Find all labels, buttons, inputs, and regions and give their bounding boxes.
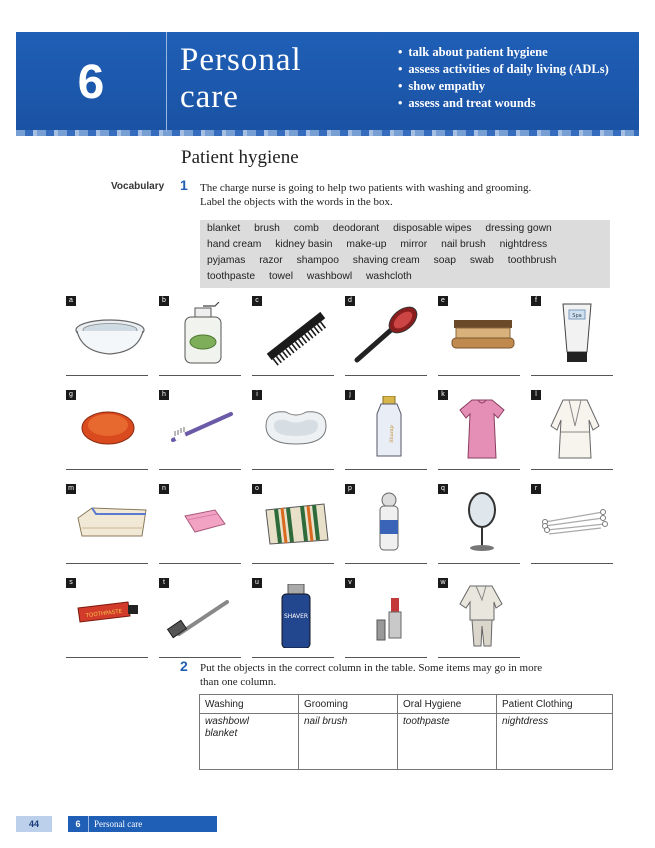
section-title: Patient hygiene: [181, 147, 299, 168]
picture-letter: u: [252, 578, 262, 588]
word: toothbrush: [507, 255, 557, 266]
picture-cell: [66, 296, 148, 376]
answer-line: [438, 657, 520, 658]
column-header: Grooming: [299, 695, 398, 714]
picture-letter: g: [66, 390, 76, 400]
table-entry: washbowl: [205, 716, 249, 727]
word: nail brush: [441, 239, 486, 250]
word: toothpaste: [207, 271, 256, 282]
soap-icon: [72, 396, 148, 460]
picture-letter: b: [159, 296, 169, 306]
picture-letter: v: [345, 578, 355, 588]
table-cell[interactable]: [398, 714, 497, 770]
towel-icon: [72, 490, 148, 554]
vocabulary-label: Vocabulary: [111, 181, 165, 192]
picture-cell: [345, 578, 427, 658]
word: dressing gown: [485, 223, 552, 234]
word: mirror: [400, 239, 428, 250]
comb-icon: [258, 302, 334, 366]
chapter-title-line2: care: [180, 79, 239, 115]
swab-icon: [537, 490, 613, 554]
word: deodorant: [332, 223, 380, 234]
word: disposable wipes: [393, 223, 472, 234]
picture-letter: m: [66, 484, 76, 494]
picture-letter: l: [531, 390, 541, 400]
picture-cell: [345, 296, 427, 376]
toothpaste-icon: [72, 584, 148, 648]
blanket-icon: [258, 490, 334, 554]
picture-cell: [66, 484, 148, 564]
answer-line: [159, 657, 241, 658]
nail-brush-icon: [444, 302, 520, 366]
instruction-line: Label the objects with the words in the box.: [200, 196, 393, 208]
table-cell[interactable]: [497, 714, 613, 770]
word: washcloth: [365, 271, 412, 282]
deodorant-icon: [351, 490, 427, 554]
word: razor: [259, 255, 283, 266]
picture-cell: [252, 484, 334, 564]
brush-icon: [351, 302, 427, 366]
word-box: [200, 220, 610, 288]
answer-line: [531, 375, 613, 376]
column-header: Patient Clothing: [497, 695, 613, 714]
picture-letter: e: [438, 296, 448, 306]
picture-cell: [252, 296, 334, 376]
word: shaving cream: [352, 255, 420, 266]
word: make-up: [346, 239, 387, 250]
picture-cell: [252, 390, 334, 470]
answer-line: [252, 469, 334, 470]
page-number: 44: [16, 816, 52, 832]
picture-letter: c: [252, 296, 262, 306]
chapter-title: [180, 42, 302, 116]
word-row: [207, 239, 558, 250]
chapter-number: 6: [77, 55, 105, 109]
answer-line: [252, 657, 334, 658]
word: pyjamas: [207, 255, 246, 266]
word-row: [207, 255, 567, 266]
objective-item: • talk about patient hygiene: [398, 44, 609, 61]
table-entry: nail brush: [304, 716, 348, 727]
objective-item: • assess activities of daily living (ADLs): [398, 61, 609, 78]
answer-line: [345, 563, 427, 564]
banner-divider: [166, 32, 167, 132]
picture-cell: [438, 296, 520, 376]
washbowl-icon: [72, 302, 148, 366]
word-row: [207, 223, 563, 234]
answer-line: [159, 563, 241, 564]
column-header: Washing: [200, 695, 299, 714]
razor-icon: [165, 584, 241, 648]
exercise2-number: 2: [180, 658, 188, 674]
word: soap: [433, 255, 456, 266]
picture-letter: j: [345, 390, 355, 400]
word: washbowl: [306, 271, 353, 282]
picture-cell: [66, 390, 148, 470]
chapter-banner: [16, 32, 639, 136]
picture-cell: [159, 484, 241, 564]
picture-cell: [66, 578, 148, 658]
picture-cell: [159, 390, 241, 470]
word: brush: [254, 223, 280, 234]
picture-letter: a: [66, 296, 76, 306]
answer-line: [159, 469, 241, 470]
word: swab: [469, 255, 494, 266]
footer-chapter-title: Personal care: [94, 819, 143, 829]
picture-cell: [159, 296, 241, 376]
instruction-line: Put the objects in the correct column in the table. Some items may go in more: [200, 662, 543, 674]
word: shampoo: [296, 255, 339, 266]
word: towel: [268, 271, 294, 282]
footer-chapter-number: 6: [68, 816, 89, 832]
answer-line: [531, 563, 613, 564]
picture-cell: [159, 578, 241, 658]
answer-line: [345, 469, 427, 470]
table-cell[interactable]: [200, 714, 299, 770]
picture-cell: [531, 296, 613, 376]
mirror-icon: [444, 490, 520, 554]
picture-cell: [252, 578, 334, 658]
pyjamas-icon: [444, 584, 520, 648]
picture-cell: [438, 484, 520, 564]
dressing-gown-icon: [537, 396, 613, 460]
picture-letter: o: [252, 484, 262, 494]
picture-letter: f: [531, 296, 541, 306]
washcloth-icon: [165, 490, 241, 554]
objective-item: • show empathy: [398, 78, 609, 95]
word: blanket: [207, 223, 241, 234]
toothpaste-label: TOOTHPASTE: [85, 608, 123, 620]
picture-letter: w: [438, 578, 448, 588]
banner-streak: [16, 130, 639, 136]
answer-line: [438, 563, 520, 564]
picture-cell: [438, 578, 520, 658]
table-entry: nightdress: [502, 716, 549, 727]
exercise1-instruction: [200, 181, 531, 209]
kidney-basin-icon: [258, 396, 334, 460]
exercise2-instruction: [200, 661, 542, 689]
toothbrush-icon: [165, 396, 241, 460]
table-entry: blanket: [205, 728, 238, 739]
word: nightdress: [499, 239, 548, 250]
category-table: [199, 694, 613, 770]
picture-cell: [345, 484, 427, 564]
answer-line: [66, 375, 148, 376]
picture-letter: k: [438, 390, 448, 400]
disposable-wipes-icon: [165, 302, 241, 366]
answer-line: [438, 375, 520, 376]
picture-letter: d: [345, 296, 355, 306]
picture-cell: [345, 390, 427, 470]
instruction-line: The charge nurse is going to help two patients with washing and grooming.: [200, 182, 532, 194]
picture-letter: t: [159, 578, 169, 588]
picture-letter: n: [159, 484, 169, 494]
shaving-cream-label: SHAVER: [283, 613, 309, 620]
answer-line: [159, 375, 241, 376]
picture-cell: [438, 390, 520, 470]
table-entry: toothpaste: [403, 716, 450, 727]
hand-cream-label: Spa: [572, 313, 582, 319]
answer-line: [438, 469, 520, 470]
answer-line: [252, 563, 334, 564]
make-up-icon: [351, 584, 427, 648]
picture-letter: h: [159, 390, 169, 400]
hand-cream-icon: [537, 302, 613, 366]
exercise1-number: 1: [180, 177, 188, 193]
word-row: [207, 271, 423, 282]
answer-line: [345, 657, 427, 658]
picture-letter: r: [531, 484, 541, 494]
picture-letter: q: [438, 484, 448, 494]
objective-item: • assess and treat wounds: [398, 95, 609, 112]
instruction-line: than one column.: [200, 676, 277, 688]
chapter-title-line1: Personal: [180, 42, 302, 78]
picture-letter: i: [252, 390, 262, 400]
picture-letter: s: [66, 578, 76, 588]
answer-line: [531, 469, 613, 470]
answer-line: [66, 657, 148, 658]
word: comb: [293, 223, 319, 234]
shampoo-label: Shamp: [389, 425, 395, 443]
answer-line: [252, 375, 334, 376]
answer-line: [66, 563, 148, 564]
picture-cell: [531, 484, 613, 564]
footer-chapter-bar: [68, 816, 217, 832]
nightdress-icon: [444, 396, 520, 460]
table-cell[interactable]: [299, 714, 398, 770]
picture-letter: p: [345, 484, 355, 494]
shampoo-icon: [351, 396, 427, 460]
word: kidney basin: [275, 239, 333, 250]
picture-cell: [531, 390, 613, 470]
objectives-list: [398, 44, 609, 112]
shaving-cream-icon: [258, 584, 334, 648]
column-header: Oral Hygiene: [398, 695, 497, 714]
answer-line: [345, 375, 427, 376]
answer-line: [66, 469, 148, 470]
word: hand cream: [207, 239, 262, 250]
